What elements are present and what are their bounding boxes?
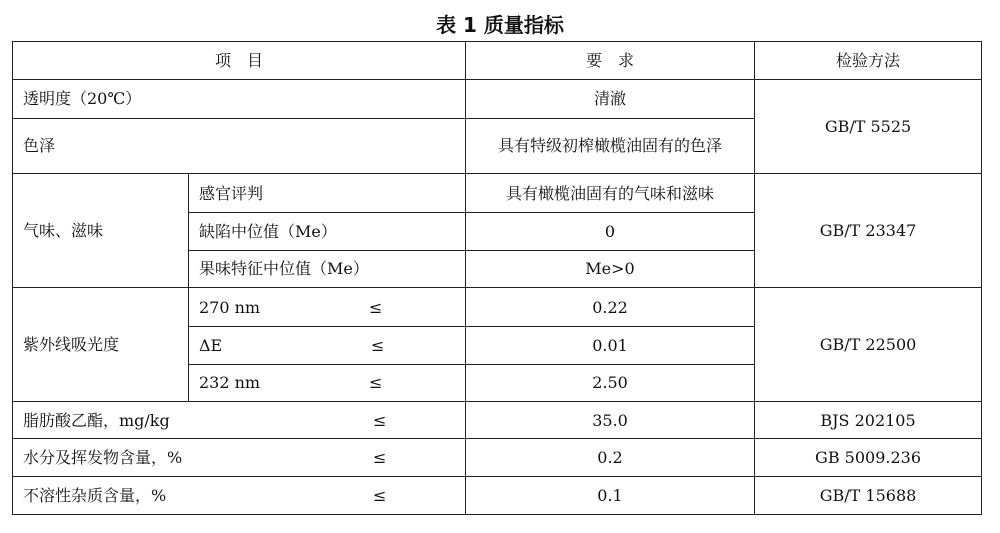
row-req-color: 具有特级初榨橄榄油固有的色泽 — [466, 118, 755, 173]
row-method-insoluble: GB/T 15688 — [755, 476, 982, 514]
header-method: 检验方法 — [755, 42, 982, 80]
table-row — [13, 402, 982, 439]
sub-req-270: 0.22 — [466, 288, 755, 327]
row-req-transparency: 清澈 — [466, 80, 755, 118]
sub-label-270: 270 nm — [199, 297, 261, 317]
quality-index-table — [12, 41, 982, 515]
row-item-insoluble — [13, 476, 466, 514]
sub-req-sensory: 具有橄榄油固有的气味和滋味 — [466, 174, 755, 213]
sub-label-delta-e: ΔE — [199, 336, 223, 356]
header-requirement: 要 求 — [466, 42, 755, 80]
table-header-row — [13, 42, 982, 80]
table-row — [13, 288, 982, 327]
row-label-ethyl: 脂肪酸乙酯，mg/kg — [23, 410, 170, 430]
row-method-uv: GB/T 22500 — [755, 288, 982, 402]
row-label-moisture: 水分及挥发物含量，% — [23, 447, 183, 467]
le-symbol: ≤ — [369, 297, 383, 317]
row-method-ethyl: BJS 202105 — [755, 402, 982, 439]
row-item-ethyl — [13, 402, 466, 439]
sub-label-fruity: 果味特征中位值（Me） — [189, 250, 466, 287]
le-symbol: ≤ — [369, 373, 383, 393]
le-symbol: ≤ — [373, 410, 387, 430]
row-item-transparency: 透明度（20℃） — [13, 80, 466, 118]
table-row — [13, 439, 982, 476]
sub-label-sensory: 感官评判 — [189, 174, 466, 213]
sub-cell-270 — [189, 288, 466, 327]
row-item-color: 色泽 — [13, 118, 466, 173]
sub-cell-delta-e — [189, 327, 466, 364]
sub-req-delta-e: 0.01 — [466, 327, 755, 364]
table-row — [13, 174, 982, 213]
sub-req-defect: 0 — [466, 213, 755, 250]
le-symbol: ≤ — [373, 485, 387, 505]
row-item-moisture — [13, 439, 466, 476]
le-symbol: ≤ — [373, 447, 387, 467]
table-row — [13, 476, 982, 514]
table-title: 表 1 质量指标 — [436, 13, 564, 37]
row-req-moisture: 0.2 — [466, 439, 755, 476]
row-method-odor: GB/T 23347 — [755, 174, 982, 288]
sub-req-232: 2.50 — [466, 364, 755, 401]
le-symbol: ≤ — [371, 336, 385, 356]
row-item-odor: 气味、滋味 — [13, 174, 189, 288]
sub-label-232: 232 nm — [199, 373, 261, 393]
row-label-insoluble: 不溶性杂质含量，% — [23, 485, 167, 505]
sub-req-fruity: Me>0 — [466, 250, 755, 287]
sub-label-defect: 缺陷中位值（Me） — [189, 213, 466, 250]
table-row — [13, 80, 982, 118]
header-item: 项 目 — [13, 42, 466, 80]
row-req-ethyl: 35.0 — [466, 402, 755, 439]
row-item-uv: 紫外线吸光度 — [13, 288, 189, 402]
sub-cell-232 — [189, 364, 466, 401]
row-req-insoluble: 0.1 — [466, 476, 755, 514]
row-method-1: GB/T 5525 — [755, 80, 982, 174]
row-method-moisture: GB 5009.236 — [755, 439, 982, 476]
